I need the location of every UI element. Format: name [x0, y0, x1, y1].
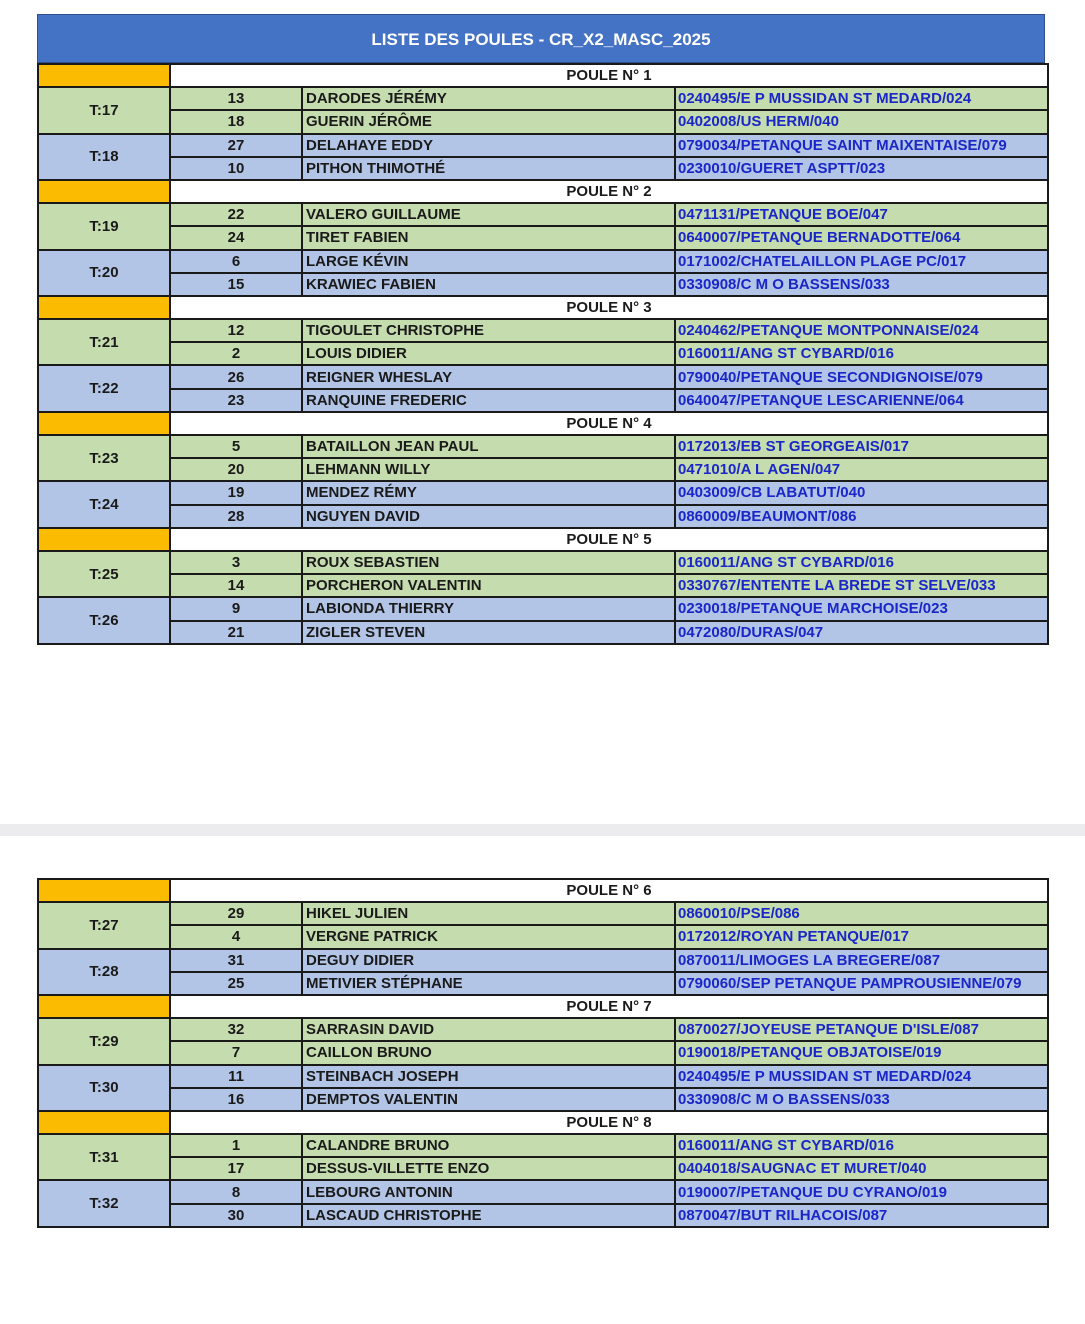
- poule-marker: [38, 64, 170, 87]
- player-number: 18: [170, 110, 302, 133]
- player-name: LOUIS DIDIER: [302, 342, 675, 365]
- player-name: KRAWIEC FABIEN: [302, 273, 675, 296]
- player-number: 20: [170, 458, 302, 481]
- sheet-page-1: [37, 14, 1045, 645]
- table-number: T:25: [38, 551, 170, 597]
- poule-title: POULE N° 1: [170, 64, 1048, 87]
- player-club: 0240462/PETANQUE MONTPONNAISE/024: [675, 319, 1048, 342]
- player-number: 9: [170, 597, 302, 620]
- poule-title: POULE N° 8: [170, 1111, 1048, 1134]
- player-name: DELAHAYE EDDY: [302, 134, 675, 157]
- player-name: PITHON THIMOTHÉ: [302, 157, 675, 180]
- table-number: T:18: [38, 134, 170, 180]
- poule-marker: [38, 180, 170, 203]
- player-name: METIVIER STÉPHANE: [302, 972, 675, 995]
- player-number: 31: [170, 949, 302, 972]
- player-name: LEHMANN WILLY: [302, 458, 675, 481]
- player-row: [38, 902, 1048, 925]
- player-row: [38, 273, 1048, 296]
- player-number: 29: [170, 902, 302, 925]
- player-row: [38, 972, 1048, 995]
- player-name: LEBOURG ANTONIN: [302, 1180, 675, 1203]
- player-name: LARGE KÉVIN: [302, 250, 675, 273]
- player-row: [38, 621, 1048, 644]
- player-club: 0860010/PSE/086: [675, 902, 1048, 925]
- player-name: RANQUINE FREDERIC: [302, 389, 675, 412]
- player-row: [38, 551, 1048, 574]
- player-row: [38, 1157, 1048, 1180]
- table-number: T:24: [38, 481, 170, 527]
- player-row: [38, 1088, 1048, 1111]
- player-name: ZIGLER STEVEN: [302, 621, 675, 644]
- poules-table-2: [37, 878, 1049, 1228]
- list-title: LISTE DES POULES - CR_X2_MASC_2025: [37, 14, 1045, 63]
- player-number: 7: [170, 1041, 302, 1064]
- poule-header-row: [38, 995, 1048, 1018]
- poule-marker: [38, 1111, 170, 1134]
- player-club: 0172013/EB ST GEORGEAIS/017: [675, 435, 1048, 458]
- player-club: 0230018/PETANQUE MARCHOISE/023: [675, 597, 1048, 620]
- table-number: T:19: [38, 203, 170, 249]
- table-number: T:20: [38, 250, 170, 296]
- player-row: [38, 574, 1048, 597]
- player-name: ROUX SEBASTIEN: [302, 551, 675, 574]
- player-row: [38, 226, 1048, 249]
- poule-header-row: [38, 528, 1048, 551]
- player-club: 0160011/ANG ST CYBARD/016: [675, 551, 1048, 574]
- poule-header-row: [38, 879, 1048, 902]
- player-name: CALANDRE BRUNO: [302, 1134, 675, 1157]
- player-row: [38, 1065, 1048, 1088]
- poule-header-row: [38, 1111, 1048, 1134]
- table-number: T:29: [38, 1018, 170, 1064]
- player-row: [38, 110, 1048, 133]
- player-club: 0870047/BUT RILHACOIS/087: [675, 1204, 1048, 1227]
- player-number: 16: [170, 1088, 302, 1111]
- sheet-page-2: [37, 878, 1045, 1228]
- player-number: 11: [170, 1065, 302, 1088]
- player-club: 0330908/C M O BASSENS/033: [675, 1088, 1048, 1111]
- player-name: VERGNE PATRICK: [302, 925, 675, 948]
- player-club: 0404018/SAUGNAC ET MURET/040: [675, 1157, 1048, 1180]
- player-name: STEINBACH JOSEPH: [302, 1065, 675, 1088]
- player-club: 0240495/E P MUSSIDAN ST MEDARD/024: [675, 1065, 1048, 1088]
- poule-marker: [38, 879, 170, 902]
- poule-header-row: [38, 64, 1048, 87]
- player-number: 8: [170, 1180, 302, 1203]
- player-number: 24: [170, 226, 302, 249]
- table-number: T:28: [38, 949, 170, 995]
- player-row: [38, 389, 1048, 412]
- player-name: DESSUS-VILLETTE ENZO: [302, 1157, 675, 1180]
- player-number: 15: [170, 273, 302, 296]
- player-number: 25: [170, 972, 302, 995]
- player-club: 0640047/PETANQUE LESCARIENNE/064: [675, 389, 1048, 412]
- player-number: 10: [170, 157, 302, 180]
- poule-title: POULE N° 7: [170, 995, 1048, 1018]
- table-number: T:32: [38, 1180, 170, 1226]
- player-row: [38, 1204, 1048, 1227]
- player-row: [38, 1041, 1048, 1064]
- poule-marker: [38, 995, 170, 1018]
- player-name: HIKEL JULIEN: [302, 902, 675, 925]
- player-number: 6: [170, 250, 302, 273]
- player-name: LASCAUD CHRISTOPHE: [302, 1204, 675, 1227]
- player-name: NGUYEN DAVID: [302, 505, 675, 528]
- player-club: 0240495/E P MUSSIDAN ST MEDARD/024: [675, 87, 1048, 110]
- player-row: [38, 1180, 1048, 1203]
- table-number: T:17: [38, 87, 170, 133]
- poule-title: POULE N° 6: [170, 879, 1048, 902]
- player-name: DEGUY DIDIER: [302, 949, 675, 972]
- poule-title: POULE N° 3: [170, 296, 1048, 319]
- poule-title: POULE N° 4: [170, 412, 1048, 435]
- player-row: [38, 342, 1048, 365]
- player-row: [38, 319, 1048, 342]
- player-name: DARODES JÉRÉMY: [302, 87, 675, 110]
- player-number: 14: [170, 574, 302, 597]
- player-number: 22: [170, 203, 302, 226]
- player-row: [38, 87, 1048, 110]
- poule-header-row: [38, 180, 1048, 203]
- player-name: LABIONDA THIERRY: [302, 597, 675, 620]
- player-number: 17: [170, 1157, 302, 1180]
- player-club: 0160011/ANG ST CYBARD/016: [675, 1134, 1048, 1157]
- page-separator: [0, 824, 1085, 836]
- player-number: 5: [170, 435, 302, 458]
- player-name: PORCHERON VALENTIN: [302, 574, 675, 597]
- player-club: 0230010/GUERET ASPTT/023: [675, 157, 1048, 180]
- player-club: 0190018/PETANQUE OBJATOISE/019: [675, 1041, 1048, 1064]
- player-row: [38, 949, 1048, 972]
- player-name: MENDEZ RÉMY: [302, 481, 675, 504]
- table-number: T:27: [38, 902, 170, 948]
- player-number: 23: [170, 389, 302, 412]
- poule-title: POULE N° 5: [170, 528, 1048, 551]
- player-number: 12: [170, 319, 302, 342]
- player-number: 4: [170, 925, 302, 948]
- poule-title: POULE N° 2: [170, 180, 1048, 203]
- player-name: VALERO GUILLAUME: [302, 203, 675, 226]
- player-club: 0330908/C M O BASSENS/033: [675, 273, 1048, 296]
- player-number: 2: [170, 342, 302, 365]
- player-row: [38, 1018, 1048, 1041]
- player-name: DEMPTOS VALENTIN: [302, 1088, 675, 1111]
- player-number: 32: [170, 1018, 302, 1041]
- player-name: BATAILLON JEAN PAUL: [302, 435, 675, 458]
- player-row: [38, 481, 1048, 504]
- player-number: 3: [170, 551, 302, 574]
- player-club: 0171002/CHATELAILLON PLAGE PC/017: [675, 250, 1048, 273]
- player-row: [38, 134, 1048, 157]
- player-club: 0471010/A L AGEN/047: [675, 458, 1048, 481]
- player-club: 0403009/CB LABATUT/040: [675, 481, 1048, 504]
- player-club: 0640007/PETANQUE BERNADOTTE/064: [675, 226, 1048, 249]
- player-club: 0790060/SEP PETANQUE PAMPROUSIENNE/079: [675, 972, 1048, 995]
- player-number: 13: [170, 87, 302, 110]
- player-club: 0790040/PETANQUE SECONDIGNOISE/079: [675, 365, 1048, 388]
- player-row: [38, 435, 1048, 458]
- player-club: 0870011/LIMOGES LA BREGERE/087: [675, 949, 1048, 972]
- player-name: SARRASIN DAVID: [302, 1018, 675, 1041]
- player-name: REIGNER WHESLAY: [302, 365, 675, 388]
- player-row: [38, 365, 1048, 388]
- poules-table-1: [37, 63, 1049, 645]
- player-row: [38, 505, 1048, 528]
- player-club: 0190007/PETANQUE DU CYRANO/019: [675, 1180, 1048, 1203]
- player-number: 30: [170, 1204, 302, 1227]
- table-number: T:22: [38, 365, 170, 411]
- player-name: TIRET FABIEN: [302, 226, 675, 249]
- player-row: [38, 157, 1048, 180]
- player-name: CAILLON BRUNO: [302, 1041, 675, 1064]
- player-name: TIGOULET CHRISTOPHE: [302, 319, 675, 342]
- player-row: [38, 1134, 1048, 1157]
- player-number: 19: [170, 481, 302, 504]
- poule-marker: [38, 528, 170, 551]
- player-club: 0472080/DURAS/047: [675, 621, 1048, 644]
- player-number: 1: [170, 1134, 302, 1157]
- table-number: T:26: [38, 597, 170, 643]
- player-club: 0790034/PETANQUE SAINT MAIXENTAISE/079: [675, 134, 1048, 157]
- player-club: 0330767/ENTENTE LA BREDE ST SELVE/033: [675, 574, 1048, 597]
- player-number: 26: [170, 365, 302, 388]
- player-club: 0172012/ROYAN PETANQUE/017: [675, 925, 1048, 948]
- player-club: 0402008/US HERM/040: [675, 110, 1048, 133]
- player-row: [38, 925, 1048, 948]
- player-row: [38, 458, 1048, 481]
- player-number: 21: [170, 621, 302, 644]
- table-number: T:21: [38, 319, 170, 365]
- player-name: GUERIN JÉRÔME: [302, 110, 675, 133]
- player-number: 27: [170, 134, 302, 157]
- table-number: T:30: [38, 1065, 170, 1111]
- player-club: 0860009/BEAUMONT/086: [675, 505, 1048, 528]
- table-number: T:31: [38, 1134, 170, 1180]
- player-club: 0160011/ANG ST CYBARD/016: [675, 342, 1048, 365]
- player-club: 0471131/PETANQUE BOE/047: [675, 203, 1048, 226]
- table-number: T:23: [38, 435, 170, 481]
- player-number: 28: [170, 505, 302, 528]
- poule-marker: [38, 412, 170, 435]
- player-row: [38, 203, 1048, 226]
- poule-header-row: [38, 412, 1048, 435]
- player-row: [38, 250, 1048, 273]
- poule-header-row: [38, 296, 1048, 319]
- player-club: 0870027/JOYEUSE PETANQUE D'ISLE/087: [675, 1018, 1048, 1041]
- poule-marker: [38, 296, 170, 319]
- player-row: [38, 597, 1048, 620]
